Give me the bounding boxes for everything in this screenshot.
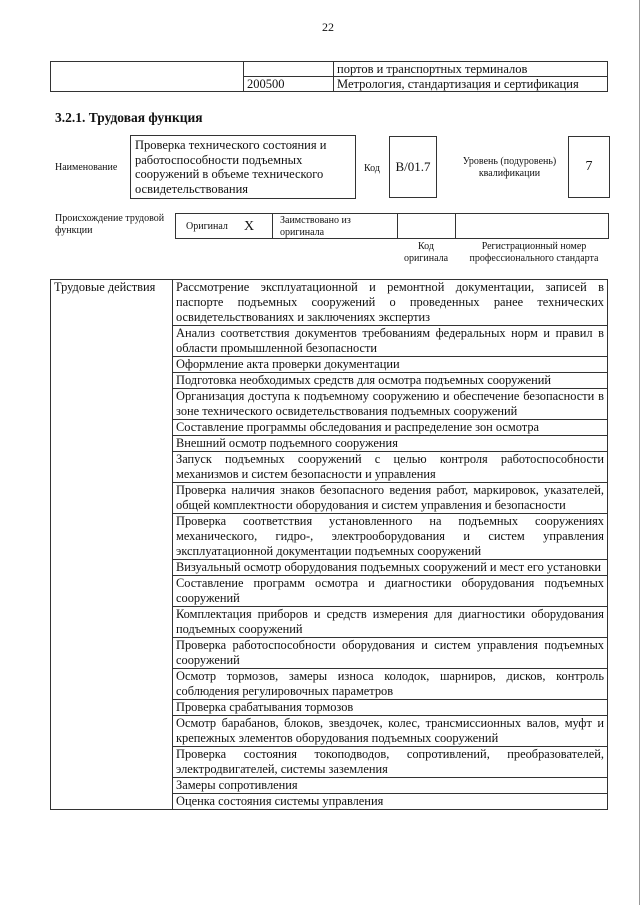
labor-action-item: Составление программ осмотра и диагностики оборудования подъемных сооружений (173, 576, 608, 607)
labor-actions-table (50, 279, 608, 810)
labor-action-item: Проверка соответствия установленного на подъемных сооружениях механического, гидро-, электрооборудования и систем управления эксплуатационной документации подъемных сооружений (173, 514, 608, 560)
divider (272, 214, 273, 238)
labor-action-item: Составление программы обследования и распределение зон осмотра (173, 420, 608, 436)
code-cell (244, 62, 334, 77)
labor-action-item: Внешний осмотр подъемного сооружения (173, 436, 608, 452)
top-table (50, 61, 608, 92)
borrowed-label: Заимствовано из оригинала (280, 215, 351, 238)
function-code-value: B/01.7 (389, 136, 437, 198)
labor-action-item: Комплектация приборов и средств измерения для диагностики оборудования подъемных сооружений (173, 607, 608, 638)
labor-action-item: Визуальный осмотр оборудования подъемных сооружений и мест его установки (173, 560, 608, 576)
original-mark: X (244, 219, 255, 234)
labor-action-item: Оформление акта проверки документации (173, 357, 608, 373)
name-label: Наименование (55, 162, 118, 173)
code-cell: 200500 (244, 77, 334, 92)
divider (455, 214, 456, 238)
labor-action-item: Осмотр барабанов, блоков, звездочек, колес, трансмиссионных валов, муфт и крепежных элементов оборудования подъемных сооружений (173, 716, 608, 747)
origin-label: Происхождение трудовой функции (55, 213, 165, 236)
code-original-label: Код оригинала (403, 241, 449, 264)
original-label: Оригинал (186, 221, 228, 232)
labor-action-item: Рассмотрение эксплуатационной и ремонтной документации, записей в паспорте подъемных сооружений о проведенных ранее технических освидетельствованиях и заключениях экспертиз (173, 280, 608, 326)
level-value: 7 (568, 136, 610, 198)
labor-action-item: Запуск подъемных сооружений с целью контроля работоспособности механизмов и систем безопасности и управления (173, 452, 608, 483)
table-row (51, 62, 608, 77)
labor-action-item: Оценка состояния системы управления (173, 794, 608, 810)
table-row (51, 280, 608, 326)
divider (397, 214, 398, 238)
level-label: Уровень (подуровень) квалификации (462, 156, 557, 179)
labor-actions-label: Трудовые действия (51, 280, 173, 810)
name-cell: Метрология, стандартизация и сертификация (334, 77, 608, 92)
labor-action-item: Организация доступа к подъемному сооружению и обеспечение безопасности в зоне технического освидетельствования подъемных сооружений (173, 389, 608, 420)
name-cell: портов и транспортных терминалов (334, 62, 608, 77)
labor-action-item: Проверка состояния токоподводов, сопротивлений, преобразователей, электродвигателей, системы заземления (173, 747, 608, 778)
page-number: 22 (322, 20, 334, 34)
reg-number-label: Регистрационный номер профессионального стандарта (469, 241, 599, 264)
code-label: Код (364, 163, 380, 174)
labor-action-item: Замеры сопротивления (173, 778, 608, 794)
labor-action-item: Осмотр тормозов, замеры износа колодок, шарниров, дисков, контроль соблюдения регулировочных параметров (173, 669, 608, 700)
function-name-value: Проверка технического состояния и работоспособности подъемных сооружений в объеме технического освидетельствования (130, 135, 356, 199)
labor-action-item: Подготовка необходимых средств для осмотра подъемных сооружений (173, 373, 608, 389)
section-title: 3.2.1. Трудовая функция (55, 110, 203, 125)
labor-action-item: Проверка наличия знаков безопасного ведения работ, маркировок, указателей, общей комплектности оборудования и систем управления и безопасности (173, 483, 608, 514)
labor-action-item: Анализ соответствия документов требованиям федеральных норм и правил в области промышленной безопасности (173, 326, 608, 357)
labor-action-item: Проверка срабатывания тормозов (173, 700, 608, 716)
labor-action-item: Проверка работоспособности оборудования и систем управления подъемных сооружений (173, 638, 608, 669)
empty-cell (51, 62, 244, 92)
origin-table (175, 213, 609, 239)
